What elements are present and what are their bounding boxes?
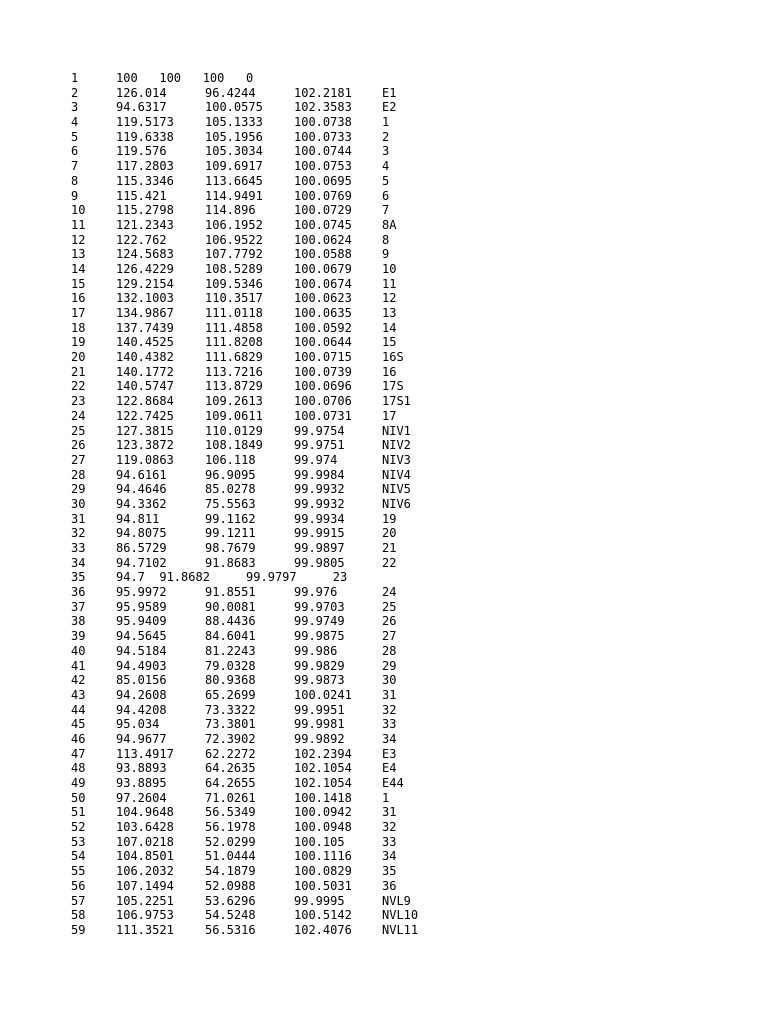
point-label: 5	[382, 173, 390, 188]
row-number: 28	[71, 467, 86, 482]
value-x: 85.0156	[116, 673, 167, 688]
value-y: 105.1956	[205, 129, 263, 144]
value-y: 110.3517	[205, 291, 263, 306]
value-y: 71.0261	[205, 790, 256, 805]
value-z: 100.0733	[294, 129, 352, 144]
value-x: 97.2604	[116, 790, 167, 805]
point-label: 10	[382, 261, 397, 276]
value-x: 119.5173	[116, 115, 174, 130]
value-x: 94.4903	[116, 658, 167, 673]
value-x: 115.3346	[116, 173, 174, 188]
value-x: 107.1494	[116, 878, 174, 893]
point-label: 32	[382, 702, 397, 717]
value-x: 115.2798	[116, 203, 174, 218]
row-number: 8	[71, 173, 79, 188]
value-x: 122.762	[116, 232, 167, 247]
point-label: 33	[382, 834, 397, 849]
value-y: 73.3322	[205, 702, 256, 717]
value-z: 99.9932	[294, 496, 345, 511]
row-number: 10	[71, 203, 86, 218]
row-number: 44	[71, 702, 86, 717]
row-number: 14	[71, 261, 86, 276]
point-label: NIV2	[382, 438, 411, 453]
point-label: 14	[382, 320, 397, 335]
value-y: 109.5346	[205, 276, 263, 291]
value-z: 99.9805	[294, 555, 345, 570]
value-z: 99.9984	[294, 467, 345, 482]
row-number: 54	[71, 849, 86, 864]
row-number: 26	[71, 438, 86, 453]
point-label: 8	[382, 232, 390, 247]
row-number: 43	[71, 687, 86, 702]
value-y: 54.5248	[205, 908, 256, 923]
value-z: 102.4076	[294, 922, 352, 937]
value-y: 56.1978	[205, 820, 256, 835]
value-x: 111.3521	[116, 922, 174, 937]
point-label: 9	[382, 247, 390, 262]
point-label: 36	[382, 878, 397, 893]
value-z: 99.9749	[294, 614, 345, 629]
value-x: 113.4917	[116, 746, 174, 761]
point-label: 26	[382, 614, 397, 629]
value-x: 106.2032	[116, 864, 174, 879]
value-y: 52.0988	[205, 878, 256, 893]
value-x: 94.7102	[116, 555, 167, 570]
point-label: 27	[382, 629, 397, 644]
point-label: 17S1	[382, 394, 411, 409]
row-number: 45	[71, 717, 86, 732]
value-x: 94.4646	[116, 482, 167, 497]
value-x: 129.2154	[116, 276, 174, 291]
value-y: 110.0129	[205, 423, 263, 438]
row-number: 53	[71, 834, 86, 849]
row-number: 47	[71, 746, 86, 761]
value-y: 113.8729	[205, 379, 263, 394]
row-number: 56	[71, 878, 86, 893]
value-x: 95.9589	[116, 599, 167, 614]
value-z: 100.0695	[294, 173, 352, 188]
point-label: 31	[382, 805, 397, 820]
value-y: 105.1333	[205, 115, 263, 130]
point-label: 2	[382, 129, 390, 144]
row-number: 59	[71, 922, 86, 937]
value-z: 99.9873	[294, 673, 345, 688]
value-x: 94.8075	[116, 526, 167, 541]
value-z: 99.9754	[294, 423, 345, 438]
point-label: NIV5	[382, 482, 411, 497]
value-x: 119.6338	[116, 129, 174, 144]
value-y: 91.8551	[205, 585, 256, 600]
value-y: 79.0328	[205, 658, 256, 673]
value-x: 94.3362	[116, 496, 167, 511]
value-z: 100.105	[294, 834, 345, 849]
point-label: 1	[382, 790, 390, 805]
point-label: 17S	[382, 379, 404, 394]
point-label: NVL10	[382, 908, 419, 923]
point-label: 21	[382, 541, 397, 555]
value-z: 100.0635	[294, 306, 352, 320]
row-number: 33	[71, 541, 86, 555]
value-x: 94.6317	[116, 100, 167, 115]
value-x: 95.034	[116, 717, 160, 732]
row-number: 6	[71, 144, 79, 159]
value-z: 102.1054	[294, 776, 352, 790]
row-number: 57	[71, 893, 86, 908]
value-z: 99.986	[294, 643, 338, 658]
row-number: 51	[71, 805, 86, 820]
value-y: 56.5349	[205, 805, 256, 820]
value-y: 111.6829	[205, 350, 263, 365]
row-number: 23	[71, 394, 86, 409]
value-x: 94.811	[116, 511, 160, 526]
value-y: 64.2655	[205, 776, 256, 790]
row-number: 31	[71, 511, 86, 526]
value-y: 100.0575	[205, 100, 263, 115]
point-label: 25	[382, 599, 397, 614]
value-x: 105.2251	[116, 893, 174, 908]
row-number: 9	[71, 188, 79, 203]
value-x: 115.421	[116, 188, 167, 203]
value-z: 100.0623	[294, 291, 352, 306]
value-z: 99.9829	[294, 658, 345, 673]
point-label: 22	[382, 555, 397, 570]
row-number: 41	[71, 658, 86, 673]
value-z: 99.9897	[294, 541, 345, 555]
value-z: 100.5031	[294, 878, 352, 893]
value-y: 106.1952	[205, 217, 263, 232]
value-z: 100.0588	[294, 247, 352, 262]
value-z: 99.9995	[294, 893, 345, 908]
row-number: 46	[71, 731, 86, 746]
value-x: 140.1772	[116, 364, 174, 379]
value-y: 108.1849	[205, 438, 263, 453]
row-number: 7	[71, 159, 79, 174]
value-y: 109.0611	[205, 408, 263, 423]
value-z: 100.0696	[294, 379, 352, 394]
value-x: 106.9753	[116, 908, 174, 923]
value-z: 99.9932	[294, 482, 345, 497]
value-z: 99.9892	[294, 731, 345, 746]
value-y: 98.7679	[205, 541, 256, 555]
row-number: 48	[71, 761, 86, 776]
point-label: 16	[382, 364, 397, 379]
value-x: 117.2803	[116, 159, 174, 174]
value-y: 108.5289	[205, 261, 263, 276]
row-number: 22	[71, 379, 86, 394]
row-number: 39	[71, 629, 86, 644]
point-label: 8A	[382, 217, 397, 232]
value-y: 75.5563	[205, 496, 256, 511]
value-x: 107.0218	[116, 834, 174, 849]
point-label: E3	[382, 746, 397, 761]
value-z: 99.9951	[294, 702, 345, 717]
value-y: 96.4244	[205, 85, 256, 100]
value-x: 124.5683	[116, 247, 174, 262]
row-number: 24	[71, 408, 86, 423]
point-label: 4	[382, 159, 390, 174]
value-z: 102.1054	[294, 761, 352, 776]
value-x: 140.4525	[116, 335, 174, 350]
value-z: 100.0715	[294, 350, 352, 365]
value-x: 119.576	[116, 144, 167, 159]
point-label: 31	[382, 687, 397, 702]
point-label: 20	[382, 526, 397, 541]
point-label: 30	[382, 673, 397, 688]
value-z: 100.0738	[294, 115, 352, 130]
point-label: 3	[382, 144, 390, 159]
point-label: NVL11	[382, 922, 419, 937]
value-y: 54.1879	[205, 864, 256, 879]
value-z: 100.0769	[294, 188, 352, 203]
value-z: 100.0706	[294, 394, 352, 409]
row-number: 38	[71, 614, 86, 629]
value-z: 99.9915	[294, 526, 345, 541]
value-z: 100.0948	[294, 820, 352, 835]
row-number: 50	[71, 790, 86, 805]
point-label: 35	[382, 864, 397, 879]
row-raw-text: 100 100 100 0	[116, 71, 254, 85]
value-z: 99.976	[294, 585, 338, 600]
value-z: 100.0241	[294, 687, 352, 702]
value-y: 72.3902	[205, 731, 256, 746]
value-x: 94.6161	[116, 467, 167, 482]
point-label: 15	[382, 335, 397, 350]
point-label: 17	[382, 408, 397, 423]
value-y: 88.4436	[205, 614, 256, 629]
point-label: 29	[382, 658, 397, 673]
value-y: 65.2699	[205, 687, 256, 702]
value-y: 113.7216	[205, 364, 263, 379]
row-number: 21	[71, 364, 86, 379]
row-number: 36	[71, 585, 86, 600]
value-x: 94.2608	[116, 687, 167, 702]
value-y: 114.896	[205, 203, 256, 218]
point-label: E2	[382, 100, 397, 115]
value-x: 123.3872	[116, 438, 174, 453]
value-y: 80.9368	[205, 673, 256, 688]
row-number: 42	[71, 673, 86, 688]
value-y: 111.8208	[205, 335, 263, 350]
value-z: 102.3583	[294, 100, 352, 115]
point-label: 28	[382, 643, 397, 658]
value-y: 109.6917	[205, 159, 263, 174]
value-x: 119.0863	[116, 452, 174, 467]
row-number: 49	[71, 776, 86, 790]
value-x: 122.7425	[116, 408, 174, 423]
point-label: 6	[382, 188, 390, 203]
value-x: 121.2343	[116, 217, 174, 232]
point-label: E1	[382, 85, 397, 100]
value-z: 100.0674	[294, 276, 352, 291]
point-label: NVL9	[382, 893, 411, 908]
value-y: 81.2243	[205, 643, 256, 658]
value-y: 73.3801	[205, 717, 256, 732]
value-x: 140.5747	[116, 379, 174, 394]
point-label: 33	[382, 717, 397, 732]
row-number: 1	[71, 71, 79, 85]
row-number: 13	[71, 247, 86, 262]
value-y: 96.9095	[205, 467, 256, 482]
row-number: 34	[71, 555, 86, 570]
value-z: 100.5142	[294, 908, 352, 923]
value-z: 100.0592	[294, 320, 352, 335]
value-z: 100.0679	[294, 261, 352, 276]
value-x: 127.3815	[116, 423, 174, 438]
row-number: 20	[71, 350, 86, 365]
row-number: 12	[71, 232, 86, 247]
value-x: 134.9867	[116, 306, 174, 320]
value-y: 91.8683	[205, 555, 256, 570]
value-y: 84.6041	[205, 629, 256, 644]
value-z: 100.0739	[294, 364, 352, 379]
point-label: NIV6	[382, 496, 411, 511]
value-y: 109.2613	[205, 394, 263, 409]
point-label: 12	[382, 291, 397, 306]
value-z: 99.974	[294, 452, 338, 467]
row-number: 11	[71, 217, 86, 232]
value-z: 100.1116	[294, 849, 352, 864]
row-number: 27	[71, 452, 86, 467]
point-label: 32	[382, 820, 397, 835]
value-z: 102.2394	[294, 746, 352, 761]
row-number: 15	[71, 276, 86, 291]
value-y: 53.6296	[205, 893, 256, 908]
row-raw-text: 94.7 91.8682 99.9797 23	[116, 570, 348, 585]
row-number: 35	[71, 570, 86, 585]
value-x: 86.5729	[116, 541, 167, 555]
value-x: 104.9648	[116, 805, 174, 820]
value-x: 137.7439	[116, 320, 174, 335]
row-number: 55	[71, 864, 86, 879]
row-number: 19	[71, 335, 86, 350]
point-label: 34	[382, 849, 397, 864]
row-number: 25	[71, 423, 86, 438]
point-label: 11	[382, 276, 397, 291]
row-number: 40	[71, 643, 86, 658]
value-z: 100.0829	[294, 864, 352, 879]
value-z: 100.0624	[294, 232, 352, 247]
row-number: 3	[71, 100, 79, 115]
value-x: 93.8895	[116, 776, 167, 790]
value-y: 90.0081	[205, 599, 256, 614]
point-label: 1	[382, 115, 390, 130]
row-number: 30	[71, 496, 86, 511]
value-x: 104.8501	[116, 849, 174, 864]
value-y: 62.2272	[205, 746, 256, 761]
value-y: 106.118	[205, 452, 256, 467]
value-z: 102.2181	[294, 85, 352, 100]
row-number: 58	[71, 908, 86, 923]
value-y: 105.3034	[205, 144, 263, 159]
row-number: 16	[71, 291, 86, 306]
value-x: 140.4382	[116, 350, 174, 365]
point-label: 34	[382, 731, 397, 746]
value-x: 95.9972	[116, 585, 167, 600]
value-y: 85.0278	[205, 482, 256, 497]
row-number: 18	[71, 320, 86, 335]
value-z: 100.0753	[294, 159, 352, 174]
point-label: 19	[382, 511, 397, 526]
value-y: 111.4858	[205, 320, 263, 335]
value-y: 99.1211	[205, 526, 256, 541]
value-x: 122.8684	[116, 394, 174, 409]
value-z: 100.0644	[294, 335, 352, 350]
value-y: 51.0444	[205, 849, 256, 864]
value-y: 106.9522	[205, 232, 263, 247]
row-number: 2	[71, 85, 79, 100]
value-z: 100.0729	[294, 203, 352, 218]
value-x: 103.6428	[116, 820, 174, 835]
value-z: 99.9934	[294, 511, 345, 526]
value-z: 100.1418	[294, 790, 352, 805]
row-number: 17	[71, 306, 86, 320]
value-y: 52.0299	[205, 834, 256, 849]
row-number: 52	[71, 820, 86, 835]
value-y: 99.1162	[205, 511, 256, 526]
value-y: 113.6645	[205, 173, 263, 188]
value-x: 132.1003	[116, 291, 174, 306]
value-x: 94.5184	[116, 643, 167, 658]
row-number: 5	[71, 129, 79, 144]
value-z: 99.9703	[294, 599, 345, 614]
value-x: 94.5645	[116, 629, 167, 644]
point-label: 7	[382, 203, 390, 218]
point-label: E44	[382, 776, 404, 790]
value-x: 95.9409	[116, 614, 167, 629]
row-number: 4	[71, 115, 79, 130]
value-y: 114.9491	[205, 188, 263, 203]
row-number: 37	[71, 599, 86, 614]
value-z: 100.0731	[294, 408, 352, 423]
value-z: 100.0942	[294, 805, 352, 820]
value-y: 56.5316	[205, 922, 256, 937]
value-x: 126.014	[116, 85, 167, 100]
value-z: 99.9875	[294, 629, 345, 644]
point-label: NIV3	[382, 452, 411, 467]
value-z: 100.0745	[294, 217, 352, 232]
point-label: NIV1	[382, 423, 411, 438]
value-y: 64.2635	[205, 761, 256, 776]
point-label: E4	[382, 761, 397, 776]
value-x: 93.8893	[116, 761, 167, 776]
value-y: 111.0118	[205, 306, 263, 320]
row-number: 29	[71, 482, 86, 497]
value-x: 126.4229	[116, 261, 174, 276]
value-z: 99.9751	[294, 438, 345, 453]
point-label: 24	[382, 585, 397, 600]
value-z: 100.0744	[294, 144, 352, 159]
value-z: 99.9981	[294, 717, 345, 732]
point-label: 13	[382, 306, 397, 320]
value-y: 107.7792	[205, 247, 263, 262]
row-number: 32	[71, 526, 86, 541]
point-label: NIV4	[382, 467, 411, 482]
point-label: 16S	[382, 350, 404, 365]
value-x: 94.4208	[116, 702, 167, 717]
value-x: 94.9677	[116, 731, 167, 746]
